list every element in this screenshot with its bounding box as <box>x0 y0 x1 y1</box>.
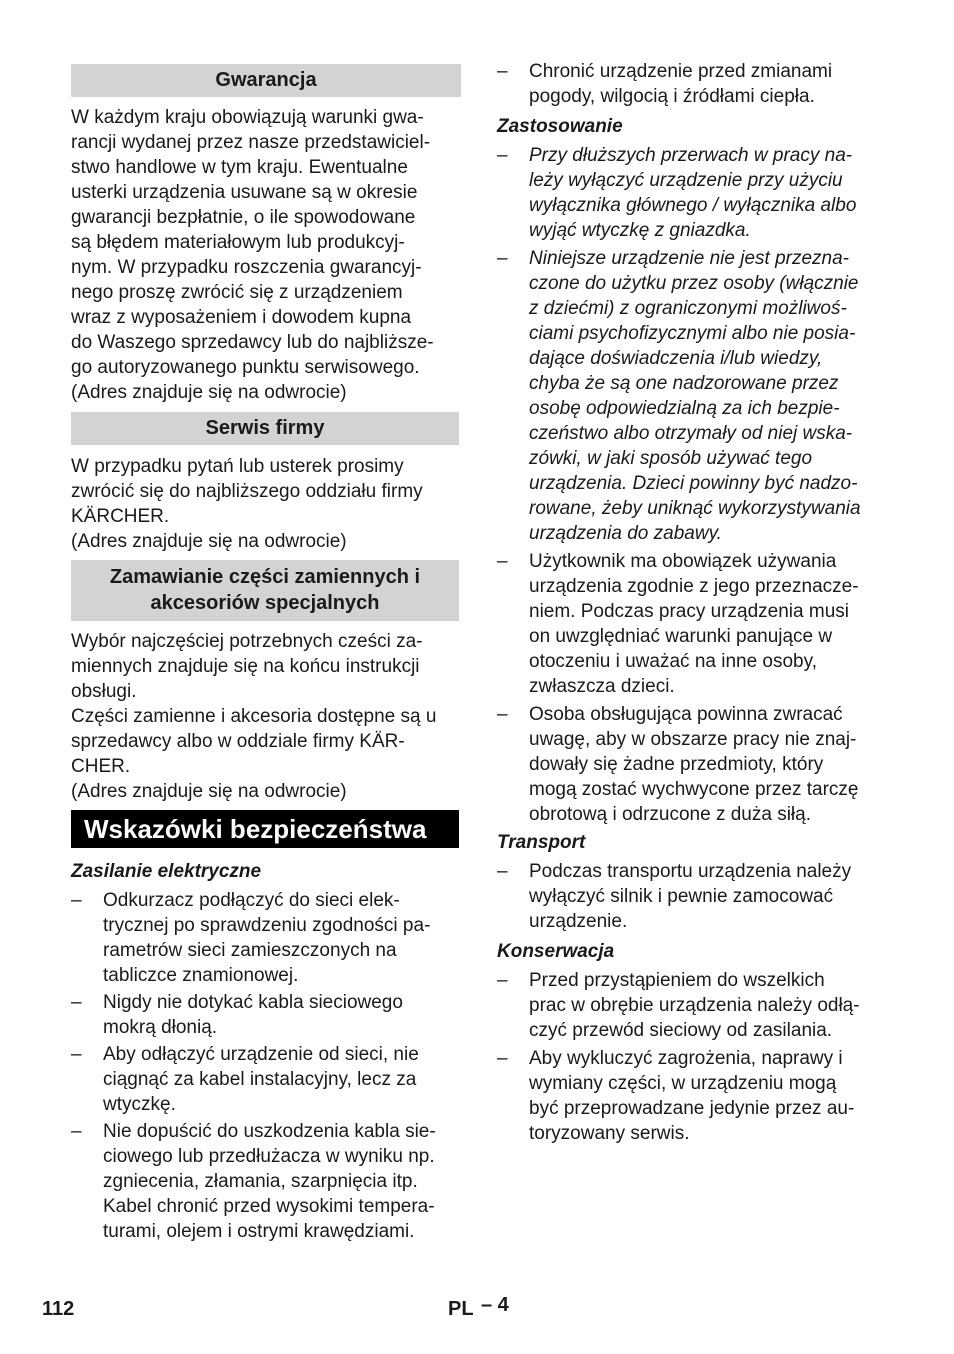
section-heading-serwis: Serwis firmy <box>71 412 459 445</box>
list-item: – Przy dłuższych przerwach w pracy na- leży wyłączyć urządzenie przy użyciu wyłącznika głównego / wyłącznika albo wyjąć wtyczkę z gniazdka. <box>497 145 857 241</box>
section-heading-zamawianie: Zamawianie części zamiennych i akcesoriów specjalnych <box>71 560 459 621</box>
language-code: PL <box>448 1298 474 1320</box>
list-item: – Chronić urządzenie przed zmianami pogody, wilgocią i źródłami ciepła. <box>497 61 833 107</box>
list-item: – Przed przystąpieniem do wszelkich prac w obrębie urządzenia należy odłą- czyć przewód sieciowy od zasilania. <box>497 970 860 1041</box>
page-number: 112 <box>42 1298 75 1320</box>
section-heading-gwarancja: Gwarancja <box>71 64 461 97</box>
list-item: – Podczas transportu urządzenia należy wyłączyć silnik i pewnie zamocować urządzenie. <box>497 861 852 932</box>
list-item: – Aby odłączyć urządzenie od sieci, nie ciągnąć za kabel instalacyjny, lecz za wtyczkę. <box>71 1044 419 1115</box>
gwarancja-text: W każdym kraju obowiązują warunki gwa- rancji wydanej przez nasze przedstawiciel- stwo handlowe w tym kraju. Ewentualne usterki urządzenia usuwane są w okresie gwarancji bezpłatnie, o ile spowodowane są błędem materiałowym lub produkcyj- nym. W przypadku roszczenia gwarancyj- nego proszę zwrócić się z urządzeniem wraz z wyposażeniem i dowodem kupna do Waszego sprzedawcy lub do najbliższe- go autoryzowanego punktu serwisowego. (Adres znajduje się na odwrocie) <box>71 107 434 403</box>
list-item: – Aby wykluczyć zagrożenia, naprawy i wymiany części, w urządzeniu mogą być przeprowadzane jedynie przez au- toryzowany serwis. <box>497 1048 855 1144</box>
list-item: – Użytkownik ma obowiązek używania urządzenia zgodnie z jego przeznacze- niem. Podczas pracy urządzenia musi on uwzględniać warunki panujące w otoczeniu i uważać na inne osoby, zwłaszcza dzieci. <box>497 551 859 697</box>
serwis-text: W przypadku pytań lub usterek prosimy zwrócić się do najbliższego oddziału firmy KÄRCHER. (Adres znajduje się na odwrocie) <box>71 456 423 552</box>
subheading-zasilanie: Zasilanie elektryczne <box>71 861 262 882</box>
subheading-konserwacja: Konserwacja <box>497 941 615 962</box>
sub-page-number: – 4 <box>481 1294 509 1316</box>
list-item: – Odkurzacz podłączyć do sieci elek- trycznej po sprawdzeniu zgodności pa- rametrów sieci zamieszczonych na tabliczce znamionowej. <box>71 890 431 986</box>
zastosowanie-list <box>497 143 889 827</box>
list-item: – Niniejsze urządzenie nie jest przezna- czone do użytku przez osoby (włącznie z dziećmi) z ograniczonymi możliwoś- ciami psychofizycznymi albo nie posia- dające doświadczenia i/lub wiedzy, chyba że są one nadzorowane przez osobę odpowiedzialną za ich bezpie- czeństwo albo otrzymały od niej wska- zówki, w jaki sposób używać tego urządzenia. Dzieci powinny być nadzo- rowane, żeby uniknąć wykorzystywania urządzenia do zabawy. <box>497 248 861 544</box>
list-item: – Osoba obsługująca powinna zwracać uwagę, aby w obszarze pracy nie znaj- dowały się żadne przedmioty, który mogą zostać wychwycone przez tarczę obrotową i odrzucone z duża siłą. <box>497 704 859 825</box>
transport-list <box>497 859 889 934</box>
subheading-zastosowanie: Zastosowanie <box>497 116 623 137</box>
zasilanie-list <box>71 888 463 1244</box>
zamawianie-text: Wybór najczęściej potrzebnych cześci za- miennych znajduje się na końcu instrukcji obsługi. Części zamienne i akcesoria dostępne są u sprzedawcy albo w oddziale firmy KÄR- CHER. (Adres znajduje się na odwrocie) <box>71 631 437 802</box>
subheading-transport: Transport <box>497 832 586 853</box>
list-item: – Nigdy nie dotykać kabla sieciowego mokrą dłonią. <box>71 992 403 1038</box>
section-heading-wskazowki: Wskazówki bezpieczeństwa <box>71 810 459 848</box>
konserwacja-list <box>497 968 889 1146</box>
list-item: – Nie dopuścić do uszkodzenia kabla sie- ciowego lub przedłużacza w wyniku np. zgniecenia, złamania, szarpnięcia itp. Kabel chronić przed wysokimi tempera- turami, olejem i ostrymi krawędziami. <box>71 1121 436 1242</box>
